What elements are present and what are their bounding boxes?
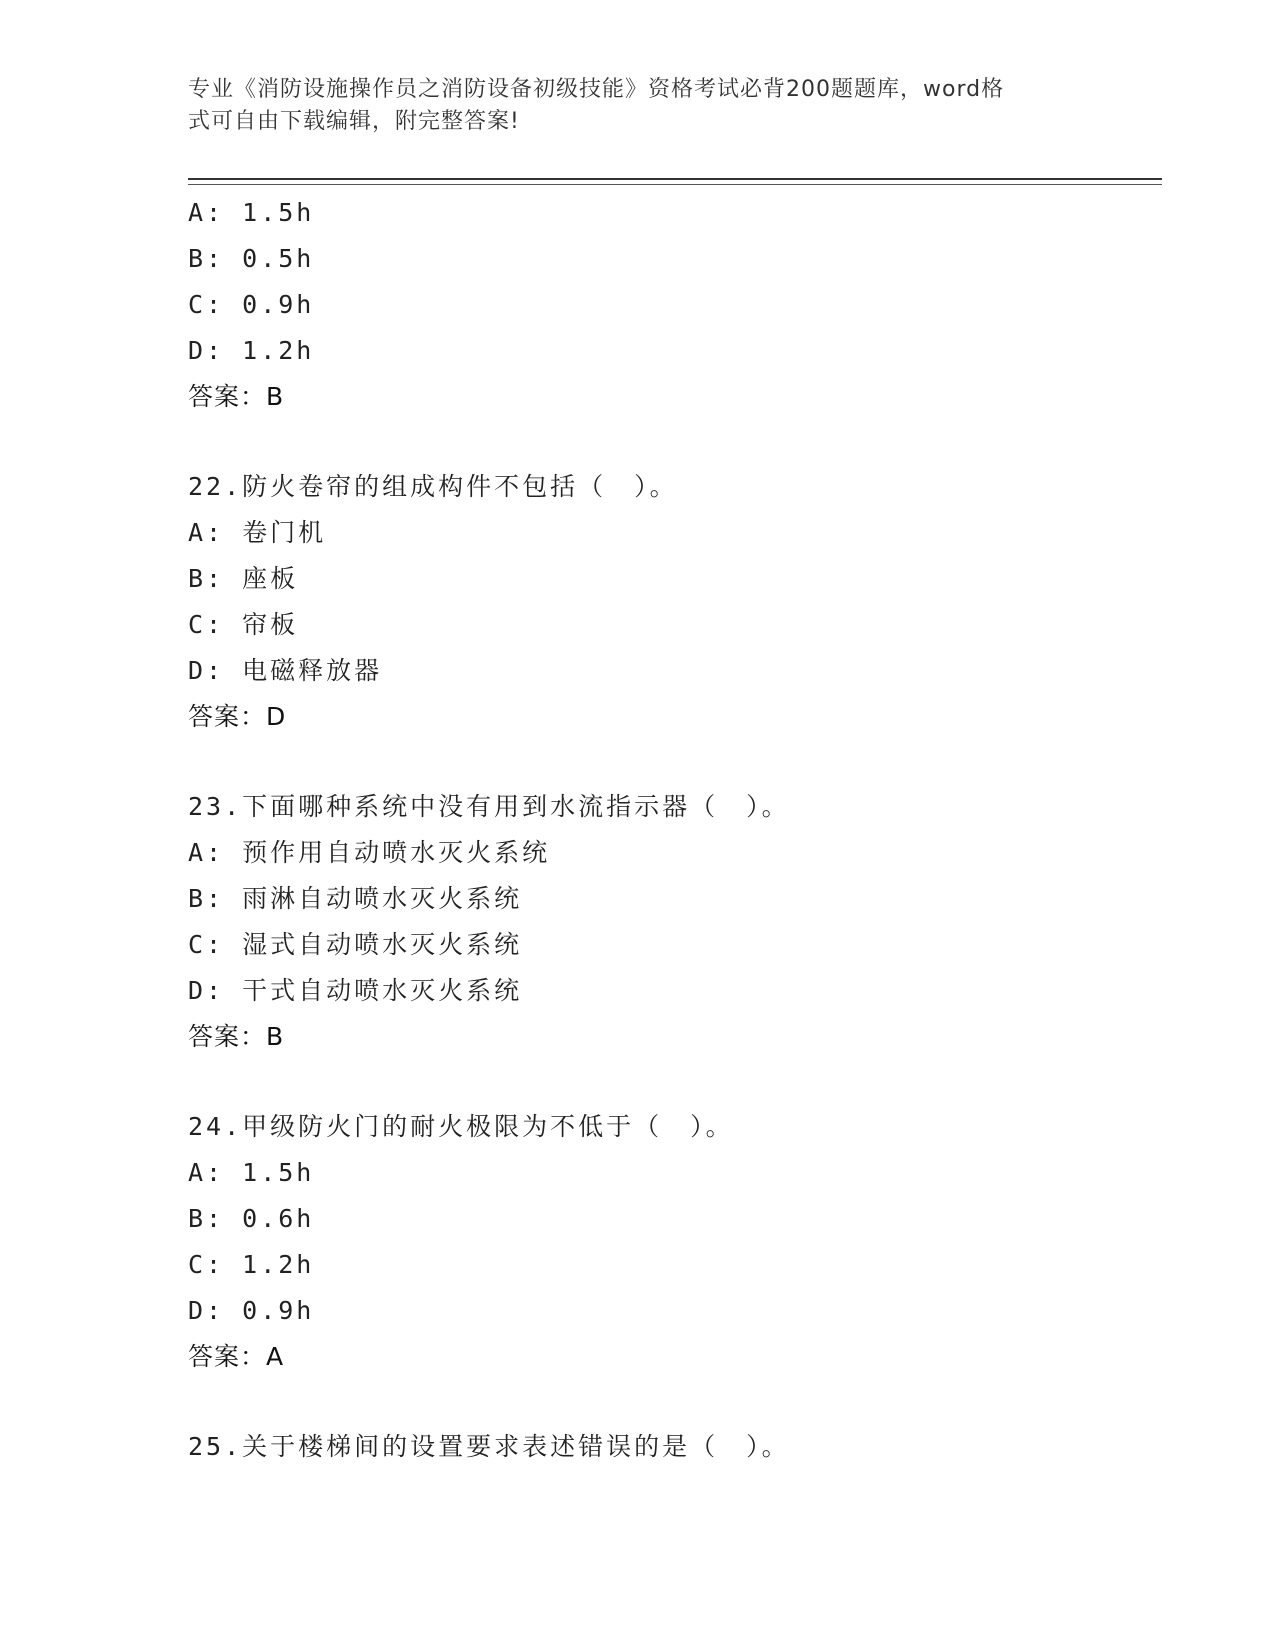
option-a: A: 1.5h bbox=[188, 1158, 315, 1187]
header-divider-thin bbox=[188, 184, 1162, 185]
question-block-21-tail bbox=[188, 190, 1162, 420]
question-stem: 23.下面哪种系统中没有用到水流指示器（ ）。 bbox=[188, 792, 790, 821]
option-b: B: 0.5h bbox=[188, 244, 315, 273]
option-b: B: 座板 bbox=[188, 564, 299, 593]
header-title-line-2: 式可自由下载编辑，附完整答案! bbox=[188, 109, 520, 134]
option-a: A: 卷门机 bbox=[188, 518, 327, 547]
question-stem: 25.关于楼梯间的设置要求表述错误的是（ ）。 bbox=[188, 1432, 790, 1461]
option-c: C: 1.2h bbox=[188, 1250, 315, 1279]
question-list bbox=[188, 190, 1162, 1470]
option-d: D: 0.9h bbox=[188, 1296, 315, 1325]
option-d: D: 1.2h bbox=[188, 336, 315, 365]
option-c: C: 0.9h bbox=[188, 290, 315, 319]
question-block-24 bbox=[188, 1104, 1162, 1380]
question-stem: 24.甲级防火门的耐火极限为不低于（ ）。 bbox=[188, 1112, 734, 1141]
option-c: C: 湿式自动喷水灭火系统 bbox=[188, 930, 523, 959]
question-stem: 22.防火卷帘的组成构件不包括（ ）。 bbox=[188, 472, 678, 501]
question-block-25 bbox=[188, 1424, 1162, 1470]
header-divider-thick bbox=[188, 178, 1162, 180]
option-a: A: 1.5h bbox=[188, 198, 315, 227]
option-a: A: 预作用自动喷水灭火系统 bbox=[188, 838, 551, 867]
option-b: B: 雨淋自动喷水灭火系统 bbox=[188, 884, 523, 913]
answer-line: 答案：D bbox=[188, 702, 287, 731]
header-title-line-1: 专业《消防设施操作员之消防设备初级技能》资格考试必背200题题库，word格 bbox=[188, 77, 1005, 102]
option-d: D: 电磁释放器 bbox=[188, 656, 383, 685]
option-c: C: 帘板 bbox=[188, 610, 299, 639]
answer-line: 答案：B bbox=[188, 1022, 285, 1051]
document-header bbox=[188, 74, 1068, 138]
answer-line: 答案：B bbox=[188, 382, 285, 411]
option-d: D: 干式自动喷水灭火系统 bbox=[188, 976, 523, 1005]
option-b: B: 0.6h bbox=[188, 1204, 315, 1233]
answer-line: 答案：A bbox=[188, 1342, 285, 1371]
question-block-23 bbox=[188, 784, 1162, 1060]
question-block-22 bbox=[188, 464, 1162, 740]
